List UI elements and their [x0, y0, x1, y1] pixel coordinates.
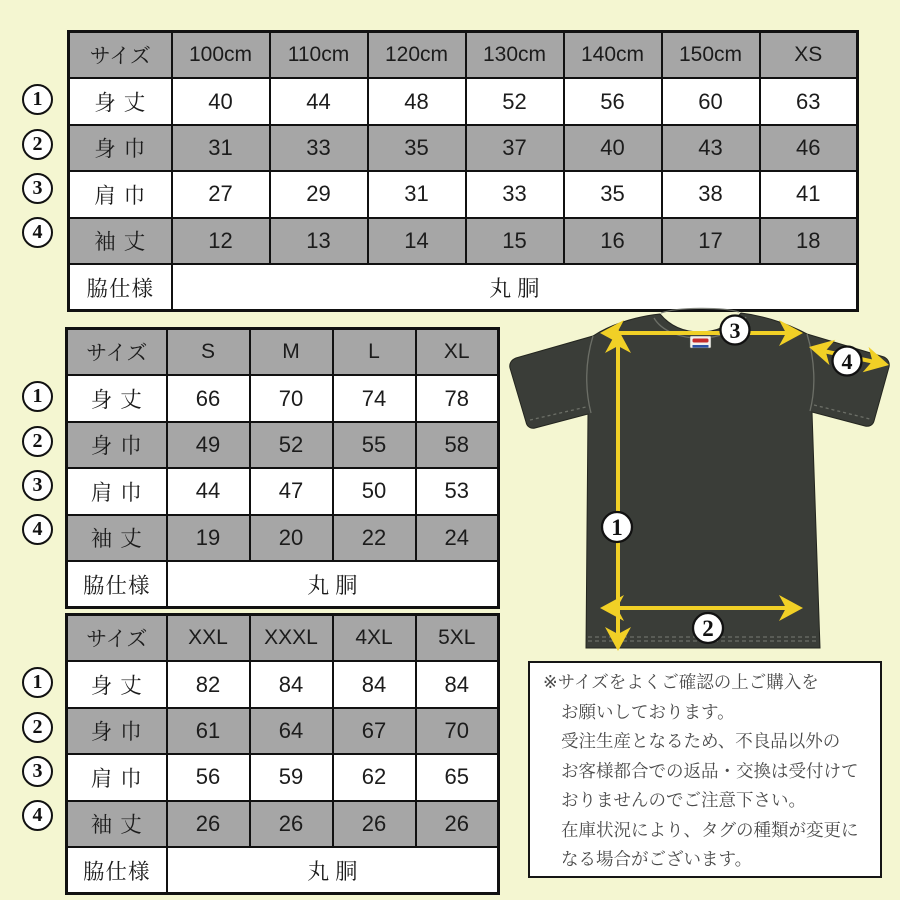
footer-row: [67, 847, 499, 894]
value-cell: 18: [760, 218, 858, 264]
value-cell: 62: [333, 754, 416, 800]
value-cell: 29: [270, 171, 368, 217]
row-marker-2: 2: [22, 712, 53, 743]
svg-text:3: 3: [729, 318, 741, 343]
footer-label: 脇仕様: [67, 847, 167, 894]
marker-2: [693, 613, 723, 643]
value-cell: 31: [172, 125, 270, 171]
marker-4: [833, 347, 862, 376]
value-cell: 58: [416, 422, 499, 468]
value-cell: 70: [250, 375, 333, 421]
value-cell: 26: [167, 801, 250, 847]
row-label: 袖 丈: [69, 218, 172, 264]
value-cell: 55: [333, 422, 416, 468]
value-cell: 84: [416, 661, 499, 707]
row-label: 袖 丈: [67, 801, 167, 847]
note-line: 受注生産となるため、不良品以外の: [561, 731, 841, 751]
value-cell: 17: [662, 218, 760, 264]
column-header: 150cm: [662, 32, 760, 79]
value-cell: 27: [172, 171, 270, 217]
value-cell: 33: [466, 171, 564, 217]
value-cell: 12: [172, 218, 270, 264]
row-label: 袖 丈: [67, 515, 167, 561]
value-cell: 59: [250, 754, 333, 800]
value-cell: 38: [662, 171, 760, 217]
big-size-table: [32, 613, 500, 895]
column-header: XXXL: [250, 615, 333, 662]
value-cell: 84: [250, 661, 333, 707]
footer-value: 丸 胴: [172, 264, 858, 311]
footer-label: 脇仕様: [69, 264, 172, 311]
value-cell: 84: [333, 661, 416, 707]
column-header: 5XL: [416, 615, 499, 662]
row-marker-4: 4: [22, 800, 53, 831]
row-marker-1: 1: [22, 381, 53, 412]
measure-row: [69, 78, 858, 124]
value-cell: 33: [270, 125, 368, 171]
measure-row: [67, 375, 499, 421]
value-cell: 60: [662, 78, 760, 124]
note-line: おりませんのでご注意下さい。: [561, 790, 806, 810]
value-cell: 49: [167, 422, 250, 468]
value-cell: 35: [368, 125, 466, 171]
value-cell: 19: [167, 515, 250, 561]
column-header: XL: [416, 329, 499, 376]
value-cell: 31: [368, 171, 466, 217]
value-cell: 52: [466, 78, 564, 124]
value-cell: 47: [250, 468, 333, 514]
measure-row: [67, 468, 499, 514]
row-marker-2: 2: [22, 129, 53, 160]
value-cell: 64: [250, 708, 333, 754]
footer-value: 丸 胴: [167, 561, 499, 608]
note-line: 在庫状況により、タグの種類が変更に: [561, 819, 859, 840]
footer-row: [67, 561, 499, 608]
value-cell: 53: [416, 468, 499, 514]
big-size-table-grid: [65, 613, 500, 895]
row-label: 肩 巾: [69, 171, 172, 217]
column-header: 110cm: [270, 32, 368, 79]
svg-text:1: 1: [611, 515, 623, 540]
value-cell: 82: [167, 661, 250, 707]
value-cell: 35: [564, 171, 662, 217]
note-line: お願いしております。: [561, 701, 735, 722]
column-header: XS: [760, 32, 858, 79]
value-cell: 48: [368, 78, 466, 124]
brand-tag-icon: [690, 336, 711, 348]
value-cell: 43: [662, 125, 760, 171]
row-marker-3: 3: [22, 173, 53, 204]
column-header: 4XL: [333, 615, 416, 662]
row-label: 身 丈: [67, 661, 167, 707]
value-cell: 66: [167, 375, 250, 421]
value-cell: 40: [172, 78, 270, 124]
marker-1: [602, 512, 632, 542]
column-header: S: [167, 329, 250, 376]
tshirt-measure-diagram: [500, 300, 900, 660]
marker-3: [721, 316, 750, 345]
purchase-note-box: [528, 661, 882, 878]
size-header-label: サイズ: [67, 615, 167, 662]
value-cell: 24: [416, 515, 499, 561]
size-header-label: サイズ: [69, 32, 172, 79]
value-cell: 65: [416, 754, 499, 800]
value-cell: 52: [250, 422, 333, 468]
measure-row: [67, 708, 499, 754]
footer-label: 脇仕様: [67, 561, 167, 608]
value-cell: 44: [167, 468, 250, 514]
measure-row: [67, 754, 499, 800]
row-marker-2: 2: [22, 426, 53, 457]
kids-size-table-grid: [67, 30, 859, 312]
column-header: M: [250, 329, 333, 376]
value-cell: 78: [416, 375, 499, 421]
value-cell: 63: [760, 78, 858, 124]
value-cell: 26: [333, 801, 416, 847]
row-marker-3: 3: [22, 756, 53, 787]
row-marker-4: 4: [22, 514, 53, 545]
row-marker-1: 1: [22, 84, 53, 115]
footer-value: 丸 胴: [167, 847, 499, 894]
svg-text:4: 4: [841, 349, 853, 374]
row-label: 身 丈: [67, 375, 167, 421]
measure-row: [67, 422, 499, 468]
measure-row: [67, 515, 499, 561]
adult-size-table-grid: [65, 327, 500, 609]
row-marker-1: 1: [22, 667, 53, 698]
row-label: 身 丈: [69, 78, 172, 124]
column-header: XXL: [167, 615, 250, 662]
value-cell: 14: [368, 218, 466, 264]
value-cell: 74: [333, 375, 416, 421]
row-label: 肩 巾: [67, 468, 167, 514]
column-header: L: [333, 329, 416, 376]
measure-row: [67, 661, 499, 707]
value-cell: 26: [416, 801, 499, 847]
note-line: お客様都合での返品・交換は受付けて: [561, 760, 859, 781]
value-cell: 13: [270, 218, 368, 264]
size-header-label: サイズ: [67, 329, 167, 376]
value-cell: 50: [333, 468, 416, 514]
row-label: 身 巾: [67, 422, 167, 468]
value-cell: 22: [333, 515, 416, 561]
row-marker-4: 4: [22, 217, 53, 248]
measure-row: [69, 125, 858, 171]
value-cell: 61: [167, 708, 250, 754]
value-cell: 37: [466, 125, 564, 171]
adult-size-table: [32, 327, 500, 609]
value-cell: 40: [564, 125, 662, 171]
header-row: [69, 32, 858, 79]
column-header: 100cm: [172, 32, 270, 79]
header-row: [67, 329, 499, 376]
row-label: 肩 巾: [67, 754, 167, 800]
value-cell: 16: [564, 218, 662, 264]
header-row: [67, 615, 499, 662]
note-line: ※サイズをよくご確認の上ご購入を: [543, 672, 819, 692]
value-cell: 41: [760, 171, 858, 217]
row-label: 身 巾: [69, 125, 172, 171]
column-header: 120cm: [368, 32, 466, 79]
column-header: 130cm: [466, 32, 564, 79]
value-cell: 26: [250, 801, 333, 847]
kids-size-table: [32, 30, 859, 312]
measure-row: [67, 801, 499, 847]
value-cell: 70: [416, 708, 499, 754]
note-line: なる場合がございます。: [561, 849, 753, 869]
value-cell: 56: [167, 754, 250, 800]
measure-row: [69, 218, 858, 264]
svg-text:2: 2: [702, 616, 714, 641]
row-marker-3: 3: [22, 470, 53, 501]
value-cell: 46: [760, 125, 858, 171]
value-cell: 15: [466, 218, 564, 264]
column-header: 140cm: [564, 32, 662, 79]
row-label: 身 巾: [67, 708, 167, 754]
value-cell: 44: [270, 78, 368, 124]
value-cell: 67: [333, 708, 416, 754]
measure-row: [69, 171, 858, 217]
value-cell: 56: [564, 78, 662, 124]
value-cell: 20: [250, 515, 333, 561]
